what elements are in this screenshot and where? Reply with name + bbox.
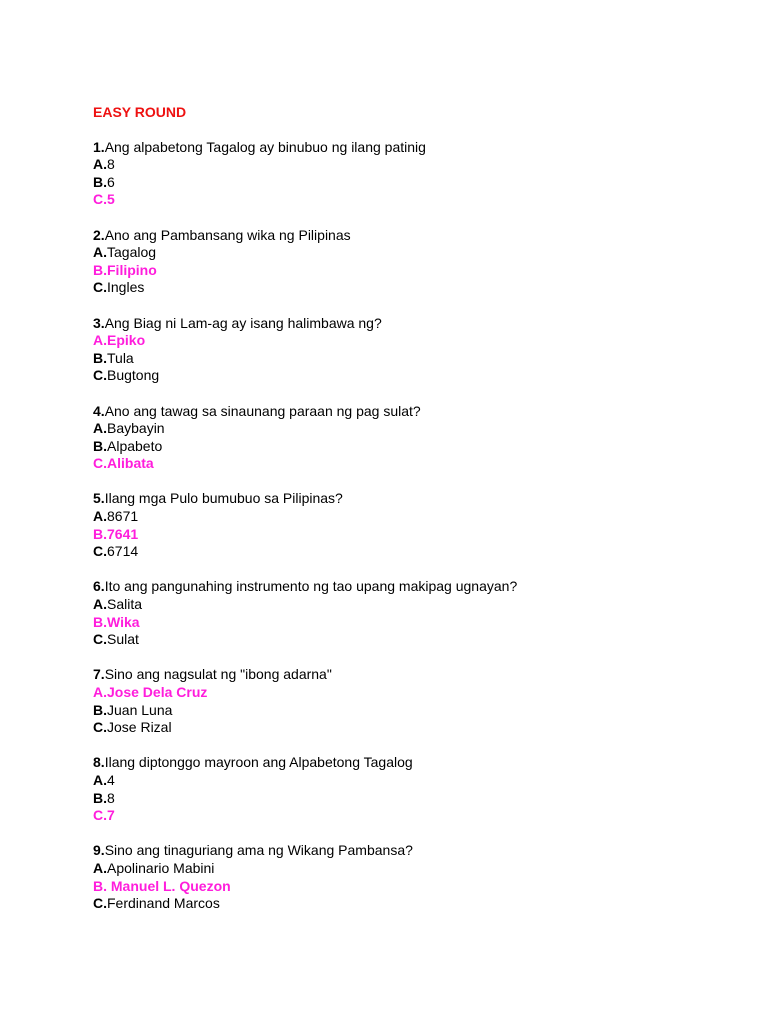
question-number: 8. bbox=[93, 754, 105, 771]
choice-letter: A. bbox=[93, 859, 107, 876]
choice-text: 6 bbox=[107, 173, 115, 190]
choice-text: 5 bbox=[107, 191, 115, 208]
question-block bbox=[93, 139, 733, 209]
choice-text: Tagalog bbox=[107, 244, 157, 261]
choice-letter: A. bbox=[93, 332, 107, 349]
choice-letter: B. bbox=[93, 525, 107, 542]
choice-letter: B. bbox=[93, 877, 111, 894]
question-text: Ilang diptonggo mayroon ang Alpabetong Tagalog bbox=[104, 754, 413, 771]
correct-answer-choice bbox=[93, 614, 733, 632]
choice-letter: A. bbox=[93, 596, 107, 613]
question-text: Sino ang nagsulat ng "ibong adarna" bbox=[104, 666, 332, 683]
correct-answer-choice bbox=[93, 455, 733, 473]
question-text: Ilang mga Pulo bumubuo sa Pilipinas? bbox=[104, 490, 343, 507]
choice-text: Jose Rizal bbox=[107, 719, 172, 736]
choice-letter: B. bbox=[93, 701, 107, 718]
answer-choice bbox=[93, 244, 733, 262]
question-number: 4. bbox=[93, 402, 105, 419]
question-number: 7. bbox=[93, 666, 105, 683]
choice-letter: A. bbox=[93, 771, 107, 788]
choice-letter: C. bbox=[93, 631, 107, 648]
choice-letter: B. bbox=[93, 437, 107, 454]
choice-letter: A. bbox=[93, 244, 107, 261]
question-block bbox=[93, 754, 733, 824]
choice-text: Alibata bbox=[107, 455, 154, 472]
question-block bbox=[93, 490, 733, 560]
question-block bbox=[93, 403, 733, 473]
choice-text: Tula bbox=[107, 349, 134, 366]
choice-text: Jose Dela Cruz bbox=[107, 684, 208, 700]
choice-letter: B. bbox=[93, 261, 107, 278]
choice-text: Wika bbox=[107, 613, 140, 630]
choice-letter: C. bbox=[93, 543, 107, 560]
choice-text: Baybayin bbox=[107, 420, 165, 437]
answer-choice bbox=[93, 156, 733, 174]
choice-text: Bugtong bbox=[107, 367, 160, 384]
answer-choice bbox=[93, 350, 733, 368]
choice-letter: B. bbox=[93, 173, 107, 190]
choice-text: Filipino bbox=[107, 261, 157, 278]
question-line bbox=[93, 403, 733, 421]
document-page bbox=[93, 103, 733, 930]
question-text: Sino ang tinaguriang ama ng Wikang Pambansa? bbox=[104, 842, 413, 859]
question-text: Ang alpabetong Tagalog ay binubuo ng ilang patinig bbox=[104, 138, 426, 155]
choice-text: Alpabeto bbox=[107, 437, 163, 454]
choice-text: Apolinario Mabini bbox=[107, 859, 215, 876]
choice-text: 8 bbox=[107, 156, 115, 173]
choice-letter: C. bbox=[93, 367, 107, 384]
question-text: Ano ang tawag sa sinaunang paraan ng pag sulat? bbox=[104, 402, 421, 419]
choice-letter: C. bbox=[93, 191, 107, 208]
choice-text: 8671 bbox=[107, 508, 139, 525]
choice-text: 6714 bbox=[107, 543, 139, 560]
answer-choice bbox=[93, 790, 733, 808]
correct-answer-choice bbox=[93, 262, 733, 280]
choice-letter: A. bbox=[93, 508, 107, 525]
choice-letter: C. bbox=[93, 279, 107, 296]
answer-choice bbox=[93, 279, 733, 297]
correct-answer-choice bbox=[93, 684, 733, 702]
correct-answer-choice bbox=[93, 807, 733, 825]
answer-choice bbox=[93, 367, 733, 385]
choice-text: 7641 bbox=[107, 525, 139, 542]
choice-text: 8 bbox=[107, 789, 115, 806]
choice-text: Epiko bbox=[107, 332, 146, 349]
round-title: EASY ROUND bbox=[93, 104, 187, 120]
correct-answer-choice bbox=[93, 191, 733, 209]
question-line bbox=[93, 490, 733, 508]
choice-letter: C. bbox=[93, 719, 107, 736]
answer-choice bbox=[93, 772, 733, 790]
correct-answer-choice bbox=[93, 526, 733, 544]
choice-text: Manuel L. Quezon bbox=[110, 877, 231, 894]
question-number: 3. bbox=[93, 314, 105, 331]
correct-answer-choice bbox=[93, 878, 733, 896]
answer-choice bbox=[93, 860, 733, 878]
question-text: Ito ang pangunahing instrumento ng tao upang makipag ugnayan? bbox=[104, 578, 518, 595]
question-text: Ang Biag ni Lam-ag ay isang halimbawa ng? bbox=[104, 314, 382, 331]
question-block bbox=[93, 227, 733, 297]
answer-choice bbox=[93, 420, 733, 438]
choice-letter: A. bbox=[93, 420, 107, 437]
question-text: Ano ang Pambansang wika ng Pilipinas bbox=[104, 226, 351, 243]
choice-text: Juan Luna bbox=[107, 701, 173, 718]
answer-choice bbox=[93, 895, 733, 913]
title-spacer bbox=[93, 121, 733, 139]
choice-letter: B. bbox=[93, 613, 107, 630]
choice-text: Salita bbox=[107, 596, 143, 613]
choice-letter: B. bbox=[93, 349, 107, 366]
question-number: 9. bbox=[93, 842, 105, 859]
question-line bbox=[93, 666, 733, 684]
choice-text: Sulat bbox=[107, 631, 139, 648]
choice-text: 4 bbox=[107, 771, 115, 788]
question-line bbox=[93, 842, 733, 860]
answer-choice bbox=[93, 596, 733, 614]
correct-answer-choice bbox=[93, 332, 733, 350]
question-line bbox=[93, 754, 733, 772]
question-block bbox=[93, 666, 733, 736]
answer-choice bbox=[93, 702, 733, 720]
choice-text: Ingles bbox=[107, 279, 145, 296]
choice-letter: C. bbox=[93, 455, 107, 472]
question-line bbox=[93, 139, 733, 157]
question-number: 2. bbox=[93, 226, 105, 243]
question-line bbox=[93, 578, 733, 596]
question-number: 1. bbox=[93, 138, 105, 155]
answer-choice bbox=[93, 543, 733, 561]
choice-text: 7 bbox=[107, 807, 115, 824]
question-number: 5. bbox=[93, 490, 105, 507]
answer-choice bbox=[93, 508, 733, 526]
answer-choice bbox=[93, 438, 733, 456]
choice-letter: A. bbox=[93, 684, 107, 700]
choice-letter: B. bbox=[93, 789, 107, 806]
question-list bbox=[93, 139, 733, 913]
choice-text: Ferdinand Marcos bbox=[107, 895, 220, 912]
choice-letter: C. bbox=[93, 895, 107, 912]
question-block bbox=[93, 578, 733, 648]
question-block bbox=[93, 315, 733, 385]
answer-choice bbox=[93, 174, 733, 192]
question-number: 6. bbox=[93, 578, 105, 595]
answer-choice bbox=[93, 631, 733, 649]
question-line bbox=[93, 227, 733, 245]
choice-letter: C. bbox=[93, 807, 107, 824]
answer-choice bbox=[93, 719, 733, 737]
choice-letter: A. bbox=[93, 156, 107, 173]
question-line bbox=[93, 315, 733, 333]
question-block bbox=[93, 842, 733, 912]
